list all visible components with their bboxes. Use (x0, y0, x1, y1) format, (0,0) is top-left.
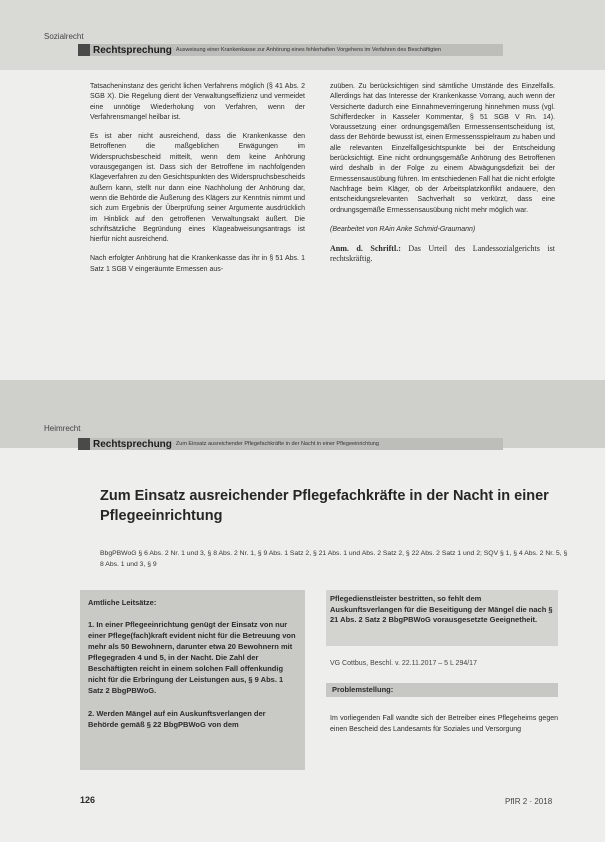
leitsatz: 1. In einer Pflegeeinrichtung genügt der Einsatz von nur einer Pflege(fach)kraft evident nicht für die Betreuung von mehr als 50 Bewohnern, darunter etwa 20 Bewohnern mit Pflegegraden 4 und 5, in der Nacht. Die Zahl der Beschäftigten reicht in einem solchen Fall offenkundig nicht für die Erbringung der Leistungen aus, § 9 Abs. 1 Satz 2 BbgPBWoG. (88, 620, 296, 695)
header-title: Rechtsprechung (93, 44, 172, 56)
editor-note (330, 244, 555, 264)
left-column (90, 82, 305, 284)
paragraph: Nach erfolgter Anhörung hat die Krankenkasse das ihr in § 51 Abs. 1 Satz 1 SGB V eingeräumte Ermessen aus- (90, 255, 305, 273)
header-title: Rechtsprechung (93, 438, 172, 450)
leitsaetze-box (80, 590, 305, 770)
court-citation: VG Cottbus, Beschl. v. 22.11.2017 – 5 L 294/17 (330, 660, 477, 667)
paragraph: zuüben. Zu berücksichtigen sind sämtliche Umstände des Einzelfalls. Allerdings hat das Interesse der Krankenkasse Vorrang, auch wenn der Versicherte dadurch eine Einnahmeverringerung hinnehmen muss (vgl. Schifferdecker in Kasseler Kommentar, § 51 SGB V Rn. 14). Voraussetzung einer ordnungsgemäßen Ermessensentscheidung ist, dass der Behörde bewusst ist, einen Ermessensspielraum zu haben und alle relevanten Einzelfallgesichtspunkte bei der Entscheidung berücksichtigt. Eine nicht ordnungsgemäße Anhörung des Betroffenen wird deshalb in der Folge zu einem Abwägungsdefizit bei der Ermessensausübung führen. Im entschiedenen Fall hat die nicht erfolgte Nachfrage beim Kläger, ob der Arbeitsplatzkonflikt andauere, den entscheidungsrelevanten Sachverhalt so verkürzt, dass eine ordnungsgemäße Ermessensausübung nicht mehr möglich war. (330, 83, 555, 214)
legal-references: BbgPBWoG § 6 Abs. 2 Nr. 1 und 3, § 8 Abs. 2 Nr. 1, § 9 Abs. 1 Satz 2, § 21 Abs. 1 und Abs. 2 Satz 2, § 22 Abs. 2 Satz 1 und 2; SQV § 1, § 4 Abs. 2 Nr. 5, § 8 Abs. 1 und 3, § 9 (100, 550, 568, 568)
article-title: Zum Einsatz ausreichender Pflegefachkräfte in der Nacht in einer Pflegeeinrichtung (100, 488, 549, 524)
leitsatz: 2. Werden Mängel auf ein Auskunftsverlangen der Behörde gemäß § 22 BbgPBWoG von dem (88, 709, 266, 729)
header-subtitle: Ausweisung einer Krankenkasse zur Anhörung eines fehlerhaften Vorgehens im Verfahren des Beschäftigten (175, 47, 441, 53)
section-header-bar (78, 438, 503, 450)
editor-note-label: Anm. d. Schriftl.: (330, 244, 401, 254)
paragraph: Es ist aber nicht ausreichend, dass die Krankenkasse den Betroffenen die maßgeblichen Erwägungen im Widerspruchsbescheid mitteilt, wenn dem keine Anhörung vorausgegangen ist. Dass sich der Betroffene im nachfolgenden Klageverfahren zu den Gesichtspunkten des Widerspruchsbescheids äußern kann, stellt nur dann eine Nachholung der Anhörung dar, wenn die Behörde die Äußerung des Klägers zur Kenntnis nimmt und sich zum Ergebnis der Überprüfung seiner Argumente ausdrücklich im Hinblick auf den getroffenen Verwaltungsakt äußert. Die schriftsätzliche Begründung eines Klageabweisungsantrags ist hierfür nicht ausreichend. (90, 133, 305, 244)
header-square-icon (78, 438, 90, 450)
right-column (330, 82, 555, 273)
problem-heading: Problemstellung: (326, 683, 558, 697)
header-square-icon (78, 44, 90, 56)
section-header-bar (78, 44, 503, 56)
problem-text: Im vorliegenden Fall wandte sich der Betreiber eines Pflegeheims gegen einen Bescheid des Landesamts für Soziales und Versorgung (330, 715, 558, 733)
top-header-strip (0, 0, 605, 70)
page-number: 126 (80, 795, 96, 805)
section-label: Sozialrecht (44, 32, 84, 41)
paragraph: Tatsacheninstanz des gericht lichen Verfahrens möglich (§ 41 Abs. 2 SGB X). Die Regelung dient der Verwaltungseffizienz und vermeidet eine unnötige Wiederholung von Verfahren, wenn der Verfahrensmangel heilbar ist. (90, 83, 305, 121)
editor-note-text: Das Urteil des Landessozialgerichts ist rechtskräftig. (330, 244, 555, 264)
leitsatz-continued-box: Pflegedienstleister bestritten, so fehlt dem Auskunftsverlangen für die Beseitigung der Mängel die nach § 21 Abs. 2 Satz 2 BbgPBWoG vorausgesetzte Geeignetheit. (326, 590, 558, 646)
leitsaetze-heading: Amtliche Leitsätze: (88, 598, 157, 607)
author-note: (Bearbeitet von RAin Anke Schmid-Graumann) (330, 225, 476, 233)
section-label: Heimrecht (44, 424, 81, 433)
journal-issue: PfIR 2 · 2018 (505, 797, 553, 806)
header-subtitle: Zum Einsatz ausreichender Pflegefachkräfte in der Nacht in einer Pflegeeinrichtung (175, 441, 379, 447)
